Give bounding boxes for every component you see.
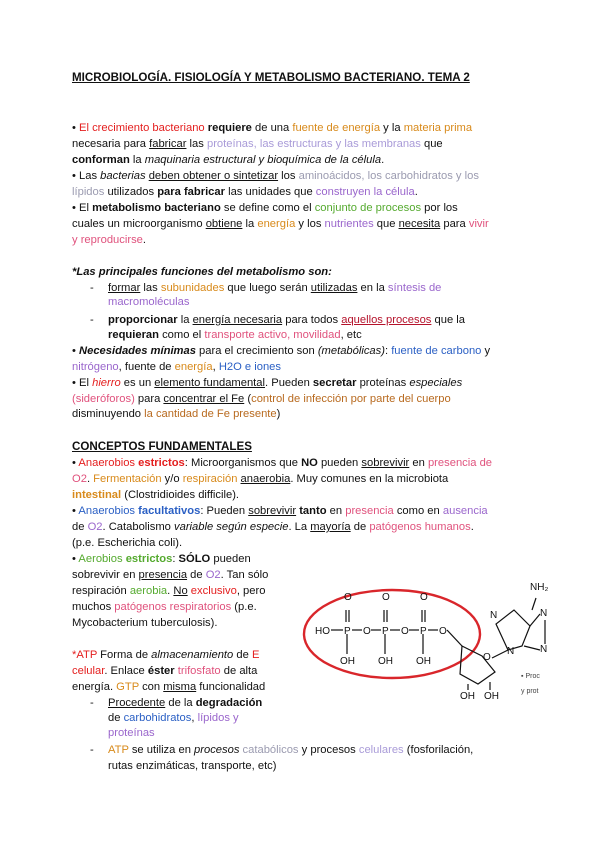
text-span: Fermentación (93, 473, 162, 485)
text-span: que (373, 218, 399, 230)
text-span: sobrevivir en (72, 569, 139, 581)
oxygen-top-2: O (382, 592, 390, 603)
text-span: y/o (161, 473, 183, 485)
text-span: y (481, 345, 491, 357)
text-span: (fosforilación, (403, 744, 474, 756)
dash-bullet: - (90, 744, 94, 756)
text-span: *ATP (72, 649, 98, 661)
anaerobes-strict-line3 (72, 488, 239, 502)
atp-source-line3 (108, 726, 155, 740)
text-span: mayoría (310, 521, 351, 533)
text-span: las (140, 282, 161, 294)
text-span: transporte activo, movilidad (204, 329, 341, 341)
text-span: control de infección por parte del cuerpo (251, 393, 451, 405)
text-span: intestinal (72, 489, 122, 501)
text-span: Necesidades mínimas (79, 345, 196, 357)
text-span: celular (72, 665, 105, 677)
text-span: que (420, 138, 443, 150)
text-span: utilizadas (310, 282, 358, 294)
text-span: nitrógeno (72, 361, 119, 373)
phosphorus-3: P (420, 626, 427, 637)
text-span: : (172, 553, 179, 565)
atp-use-line2: rutas enzimáticas, transporte, etc) (108, 760, 277, 772)
paragraph-iron-line3 (72, 407, 280, 421)
text-span: Anaerobios (78, 505, 136, 517)
text-span: tanto (299, 505, 327, 517)
text-span: . (142, 234, 146, 246)
text-span: y procesos (298, 744, 359, 756)
text-span: deben obtener o sintetizar (148, 170, 279, 182)
text-span: catabólicos (242, 744, 299, 756)
text-span: necesita (398, 218, 441, 230)
oxygen-top-1: O (344, 592, 352, 603)
text-span: disminuyendo (72, 408, 145, 420)
concepts-heading: CONCEPTOS FUNDAMENTALES (72, 440, 252, 453)
text-span: . Catabolismo (102, 521, 175, 533)
text-span: energía. (72, 681, 117, 693)
text-span: fuente de carbono (391, 345, 482, 357)
anaerobes-strict-line2 (72, 472, 448, 486)
atp-use (108, 743, 473, 757)
anaerobes-facultative-line2 (72, 520, 474, 534)
text-span: . Tan sólo (220, 569, 269, 581)
atp-definition-line3 (72, 680, 265, 694)
text-span: síntesis de (387, 282, 442, 294)
text-span: en (326, 505, 346, 517)
text-span: bacterias (100, 170, 146, 182)
text-span: : (384, 345, 392, 357)
ho-label: HO (315, 626, 330, 637)
dash-bullet: - (90, 314, 94, 326)
nitrogen-2: N (540, 608, 548, 619)
text-span: Anaerobios (78, 457, 136, 469)
text-span: Procedente (108, 697, 166, 709)
text-span: de la (165, 697, 196, 709)
function-item-2-line2 (108, 328, 362, 342)
bullet: • (72, 122, 80, 134)
text-span: fuente de energía (292, 122, 381, 134)
nitrogen-1: N (490, 610, 498, 621)
text-span: pueden (317, 457, 362, 469)
text-span: patógenos respiratorios (114, 601, 232, 613)
dash-bullet: - (90, 282, 94, 294)
text-span: secretar (312, 377, 357, 389)
text-span: para (440, 218, 469, 230)
text-span: construyen la célula (315, 186, 415, 198)
text-span: de (350, 521, 370, 533)
text-span: y la (380, 122, 404, 134)
text-span: y reproducirse (72, 234, 143, 246)
text-span: ) (276, 408, 281, 420)
text-span: de (187, 569, 206, 581)
text-span: , (212, 361, 219, 373)
aerobes-strict-line2 (72, 568, 268, 582)
text-span: energía (257, 218, 296, 230)
paragraph-needs-line2 (72, 360, 281, 374)
text-span: vivir (468, 218, 489, 230)
text-span: . La (288, 521, 311, 533)
cropped-caption-1: ▪ Proc (521, 673, 540, 680)
text-span: hierro (92, 377, 121, 389)
paragraph-needs (72, 344, 490, 358)
text-span: y los (295, 218, 325, 230)
text-span: O2 (72, 473, 87, 485)
text-span: utilizados (104, 186, 158, 198)
text-span: formar (108, 282, 141, 294)
text-span: en la (357, 282, 388, 294)
text-span: procesos (194, 744, 240, 756)
text-span: SÓLO (178, 553, 211, 565)
text-span: . Enlace (104, 665, 148, 677)
text-span: O2 (87, 521, 103, 533)
text-span: almacenamiento (151, 649, 234, 661)
anaerobes-facultative (72, 504, 488, 518)
text-span: en (409, 457, 428, 469)
text-span: • (72, 553, 79, 565)
text-span: se define como el (220, 202, 315, 214)
oh-bottom-3: OH (416, 656, 431, 667)
text-span: obtiene (205, 218, 243, 230)
text-span: Proc (525, 673, 540, 680)
nitrogen-4: N (507, 646, 515, 657)
function-item-1 (108, 281, 441, 295)
text-span: , (191, 712, 198, 724)
text-span: muchos (72, 601, 115, 613)
paragraph-bacteria-line2 (72, 185, 418, 199)
text-span: de (72, 521, 88, 533)
text-span: como el (158, 329, 205, 341)
text-span: conjunto de procesos (314, 202, 422, 214)
text-span: requiere (207, 122, 252, 134)
text-span: , fuente de (118, 361, 175, 373)
text-span: carbohidratos (123, 712, 192, 724)
text-span: se utiliza en (128, 744, 195, 756)
text-span: proporcionar (108, 314, 178, 326)
text-span: (sideróforos) (72, 393, 135, 405)
text-span: (metabólicas) (317, 345, 385, 357)
page-title: MICROBIOLOGÍA. FISIOLOGÍA Y METABOLISMO BACTERIANO. TEMA 2 (72, 71, 470, 84)
text-span: éster (147, 665, 175, 677)
text-span: Aerobios (78, 553, 123, 565)
function-item-1-line2 (108, 295, 189, 309)
paragraph-iron-line2 (72, 392, 451, 406)
text-span: ausencia (442, 505, 488, 517)
oxygen-bridge-3: O (439, 626, 447, 637)
text-span: como en (393, 505, 443, 517)
text-span: (p.e. (231, 601, 257, 613)
text-span: la (177, 314, 193, 326)
text-span: fabricar (149, 138, 187, 150)
text-span: la cantidad de Fe presente (144, 408, 277, 420)
text-span: . Pueden (265, 377, 313, 389)
text-span: cuales un microorganismo (72, 218, 206, 230)
oh-sugar-1: OH (460, 691, 475, 702)
phosphorus-1: P (344, 626, 351, 637)
text-span: nutrientes (324, 218, 374, 230)
text-span: elemento fundamental (154, 377, 266, 389)
atp-source-line2 (108, 711, 239, 725)
paragraph-growth (72, 121, 472, 135)
text-span: maquinaria estructural y bioquímica de la célula (144, 154, 382, 166)
text-span: es un (120, 377, 155, 389)
text-span: para fabricar (157, 186, 225, 198)
text-span: funcionalidad (196, 681, 266, 693)
text-span: para el crecimiento son (195, 345, 318, 357)
paragraph-metabolism-line2 (72, 217, 489, 231)
text-span: necesaria para (72, 138, 150, 150)
text-span: No (173, 585, 188, 597)
text-span: degradación (195, 697, 263, 709)
dash-bullet: - (90, 697, 94, 709)
text-span: exclusivo (190, 585, 237, 597)
atp-source (108, 696, 262, 710)
text-span: que luego serán (224, 282, 311, 294)
text-span: sobrevivir (361, 457, 410, 469)
text-span: Forma de (97, 649, 152, 661)
text-span: O2 (205, 569, 221, 581)
text-span: NO (301, 457, 318, 469)
text-span: • (72, 345, 80, 357)
text-span: El crecimiento bacteriano (79, 122, 205, 134)
oh-bottom-2: OH (378, 656, 393, 667)
text-span: concentrar el Fe (163, 393, 245, 405)
oh-sugar-2: OH (484, 691, 499, 702)
oh-bottom-1: OH (340, 656, 355, 667)
text-span: • El (72, 377, 93, 389)
text-span: , etc (340, 329, 362, 341)
text-span: de alta (220, 665, 258, 677)
text-span: • (72, 457, 79, 469)
oxygen-bridge-2: O (401, 626, 409, 637)
text-span: pueden (210, 553, 251, 565)
text-span: *Las principales funciones del metabolismo son: (72, 266, 332, 278)
text-span: . (86, 473, 94, 485)
text-span: . (414, 186, 418, 198)
text-span: E (251, 649, 260, 661)
paragraph-bacteria (72, 169, 479, 183)
phosphorus-2: P (382, 626, 389, 637)
oxygen-bridge-1: O (363, 626, 371, 637)
text-span: variable según especie (174, 521, 289, 533)
text-span: macromoléculas (108, 296, 190, 308)
text-span: respiración (182, 473, 238, 485)
text-span: aminoácidos, los carbohidratos y los (298, 170, 479, 182)
functions-heading (72, 265, 332, 279)
text-span: proteínas, las estructuras y las membranas (206, 138, 421, 150)
anaerobes-strict (72, 456, 492, 470)
text-span: aquellos procesos (341, 314, 432, 326)
text-span: aerobia (129, 585, 168, 597)
text-span: trifosfato (177, 665, 221, 677)
text-span: . (470, 521, 474, 533)
text-span: energía necesaria (192, 314, 283, 326)
text-span: ( (244, 393, 252, 405)
text-span: : Microorganismos que (184, 457, 302, 469)
text-span: patógenos humanos (369, 521, 471, 533)
text-span: con (138, 681, 164, 693)
function-item-2 (108, 313, 465, 327)
text-span: respiración (72, 585, 130, 597)
text-span: (Clostridioides difficile). (121, 489, 240, 501)
text-span: estrictos (138, 457, 185, 469)
text-span: . (167, 585, 174, 597)
text-span: : Pueden (200, 505, 249, 517)
text-span: • El (72, 202, 93, 214)
ring-oxygen: O (483, 652, 491, 663)
aerobes-strict-line4 (72, 600, 257, 614)
text-span: misma (163, 681, 197, 693)
text-span: celulares (358, 744, 404, 756)
text-span: para (134, 393, 164, 405)
text-span: las (186, 138, 207, 150)
paragraph-growth-line2 (72, 137, 443, 151)
text-span: materia prima (403, 122, 473, 134)
text-span: de (108, 712, 124, 724)
text-span: estrictos (125, 553, 173, 565)
amine-label: NH₂ (530, 582, 549, 593)
paragraph-metabolism-line3 (72, 233, 146, 247)
aerobes-strict-line3 (72, 584, 265, 598)
text-span: especiales (409, 377, 463, 389)
text-span: energía (174, 361, 213, 373)
anaerobes-facultative-line3: (p.e. Escherichia coli). (72, 537, 183, 549)
text-span: que la (431, 314, 465, 326)
oxygen-top-3: O (420, 592, 428, 603)
text-span: H2O e iones (218, 361, 281, 373)
text-span: metabolismo bacteriano (92, 202, 221, 214)
text-span: para todos (282, 314, 342, 326)
text-span: los (278, 170, 299, 182)
text-span: lípidos y (197, 712, 239, 724)
aerobes-strict (72, 552, 251, 566)
paragraph-growth-line3 (72, 153, 384, 167)
atp-definition-line2 (72, 664, 257, 678)
text-span: proteínas (356, 377, 410, 389)
text-span: proteínas (108, 727, 155, 739)
text-span: las unidades que (224, 186, 316, 198)
text-span: • (72, 505, 79, 517)
text-span: de (233, 649, 252, 661)
text-span: facultativos (138, 505, 201, 517)
atp-definition (72, 648, 259, 662)
text-span: . (381, 154, 385, 166)
text-span: GTP (116, 681, 139, 693)
text-span: presencia (345, 505, 394, 517)
nitrogen-3: N (540, 644, 548, 655)
text-span: presencia (138, 569, 188, 581)
text-span: conforman (72, 154, 130, 166)
text-span: la (129, 154, 145, 166)
aerobes-strict-line5: Mycobacterium tuberculosis). (72, 617, 218, 629)
text-span: lípidos (72, 186, 105, 198)
text-span: subunidades (160, 282, 225, 294)
text-span: . Muy comunes en la microbiota (290, 473, 449, 485)
text-span: sobrevivir (248, 505, 297, 517)
paragraph-metabolism (72, 201, 458, 215)
text-span: la (242, 218, 258, 230)
text-span: requieran (108, 329, 159, 341)
text-span: de una (251, 122, 293, 134)
text-span: • Las (72, 170, 101, 182)
text-span: ATP (108, 744, 129, 756)
cropped-caption-2: y prot (521, 688, 539, 695)
text-span: presencia de (427, 457, 493, 469)
paragraph-iron (72, 376, 462, 390)
text-span: anaerobia (240, 473, 291, 485)
text-span: , pero (236, 585, 266, 597)
text-span: por los (421, 202, 458, 214)
